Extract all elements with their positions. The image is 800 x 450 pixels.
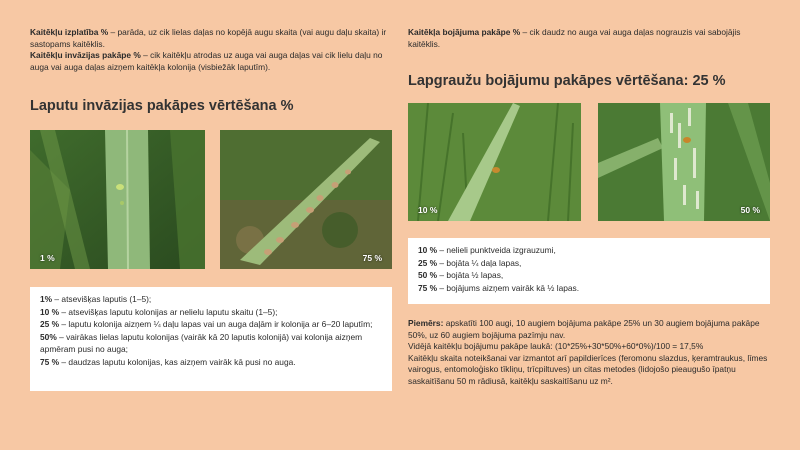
scale-item: 75 % – bojājums aizņem vairāk kā ½ lapas.: [418, 282, 580, 293]
aphid-scale-box: [30, 287, 392, 391]
definition-invasion-degree: Kaitēkļu invāzijas pakāpe % – cik kaitēkļu atrodas uz auga vai auga daļas vai cik lielu daļu no auga vai auga daļas aizņem kaitēkļa kolonija (visbiežāk laputīm).: [30, 50, 383, 72]
right-definitions: [408, 27, 770, 50]
photo-aphid-1-percent: [30, 130, 205, 269]
example-note: Kaitēkļu skaita noteikšanai var izmantot arī papildierīces (feromonu slazdus, ķeramtraukus, līmes vairogus, entomoloģisko tīkliņu, trīcpiltuves) un citas metodes (lidojošo pieaugušo īpatņu saskaitīšanu 50 m rādiusā, kaitēkļu saskaitīšanu uz m².: [408, 352, 768, 386]
scale-item: 10 % – atsevišķas laputu kolonijas ar nelielu laputu skaitu (1–5);: [40, 306, 278, 317]
photo-aphid-75-percent: [220, 130, 392, 269]
scale-item: 75 % – daudzas laputu kolonijas, kas aizņem vairāk kā pusi no auga.: [40, 356, 296, 367]
definition-prevalence: Kaitēkļu izplatība % – parāda, uz cik lielas daļas no kopējā augu skaita (vai augu daļu skaita) ir sastopams kaitēklis.: [30, 27, 387, 49]
scale-item: 50% – vairākas lielas laputu kolonijas (vairāk kā 20 laputis kolonijā) vai kolonija aizņem apmēram pusi no auga;: [40, 331, 363, 355]
photo-label: 10 %: [418, 205, 438, 215]
leaf-beetle-section-heading: Lapgraužu bojājumu pakāpes vērtēšana: 25 %: [408, 73, 726, 89]
photo-label: 50 %: [740, 205, 760, 215]
scale-item: 25 % – laputu kolonija aizņem ¼ daļu lapas vai un auga daļām ir kolonija ar 6–20 laputīm;: [40, 319, 373, 330]
photo-beetle-50-percent: [598, 103, 770, 221]
example-section: [408, 318, 770, 388]
scale-item: 1% – atsevišķas laputis (1–5);: [40, 294, 152, 304]
example-text: Piemērs: apskatīti 100 augi, 10 augiem bojājuma pakāpe 25% un 30 augiem bojājuma pakāpe 50%, uz 60 augiem bojājuma pazīmju nav.: [408, 318, 760, 340]
leaf-with-aphid-photo: [30, 130, 205, 269]
leaf-with-beetle-photo: [408, 103, 581, 221]
photo-label: 1 %: [40, 253, 55, 263]
left-definitions: [30, 27, 392, 73]
example-formula: Vidējā kaitēkļu bojājumu pakāpe laukā: (10*25%+30*50%+60*0%)/100 = 17,5%: [408, 341, 704, 352]
scale-item: 50 % – bojāta ½ lapas,: [418, 270, 504, 281]
photo-label: 75 %: [362, 253, 382, 263]
damaged-leaf-photo: [598, 103, 770, 221]
photo-beetle-10-percent: [408, 103, 581, 221]
aphid-section-heading: Laputu invāzijas pakāpes vērtēšana %: [30, 98, 294, 114]
beetle-scale-box: [408, 238, 770, 304]
scale-item: 10 % – nelieli punktveida izgrauzumi,: [418, 245, 556, 255]
scale-item: 25 % – bojāta ¼ daļa lapas,: [418, 257, 522, 268]
leaf-with-aphid-colony-photo: [220, 130, 392, 269]
definition-damage-degree: Kaitēkļa bojājuma pakāpe % – cik daudz no auga vai auga daļas nograuzis vai sabojājis kaitēklis.: [408, 27, 741, 49]
